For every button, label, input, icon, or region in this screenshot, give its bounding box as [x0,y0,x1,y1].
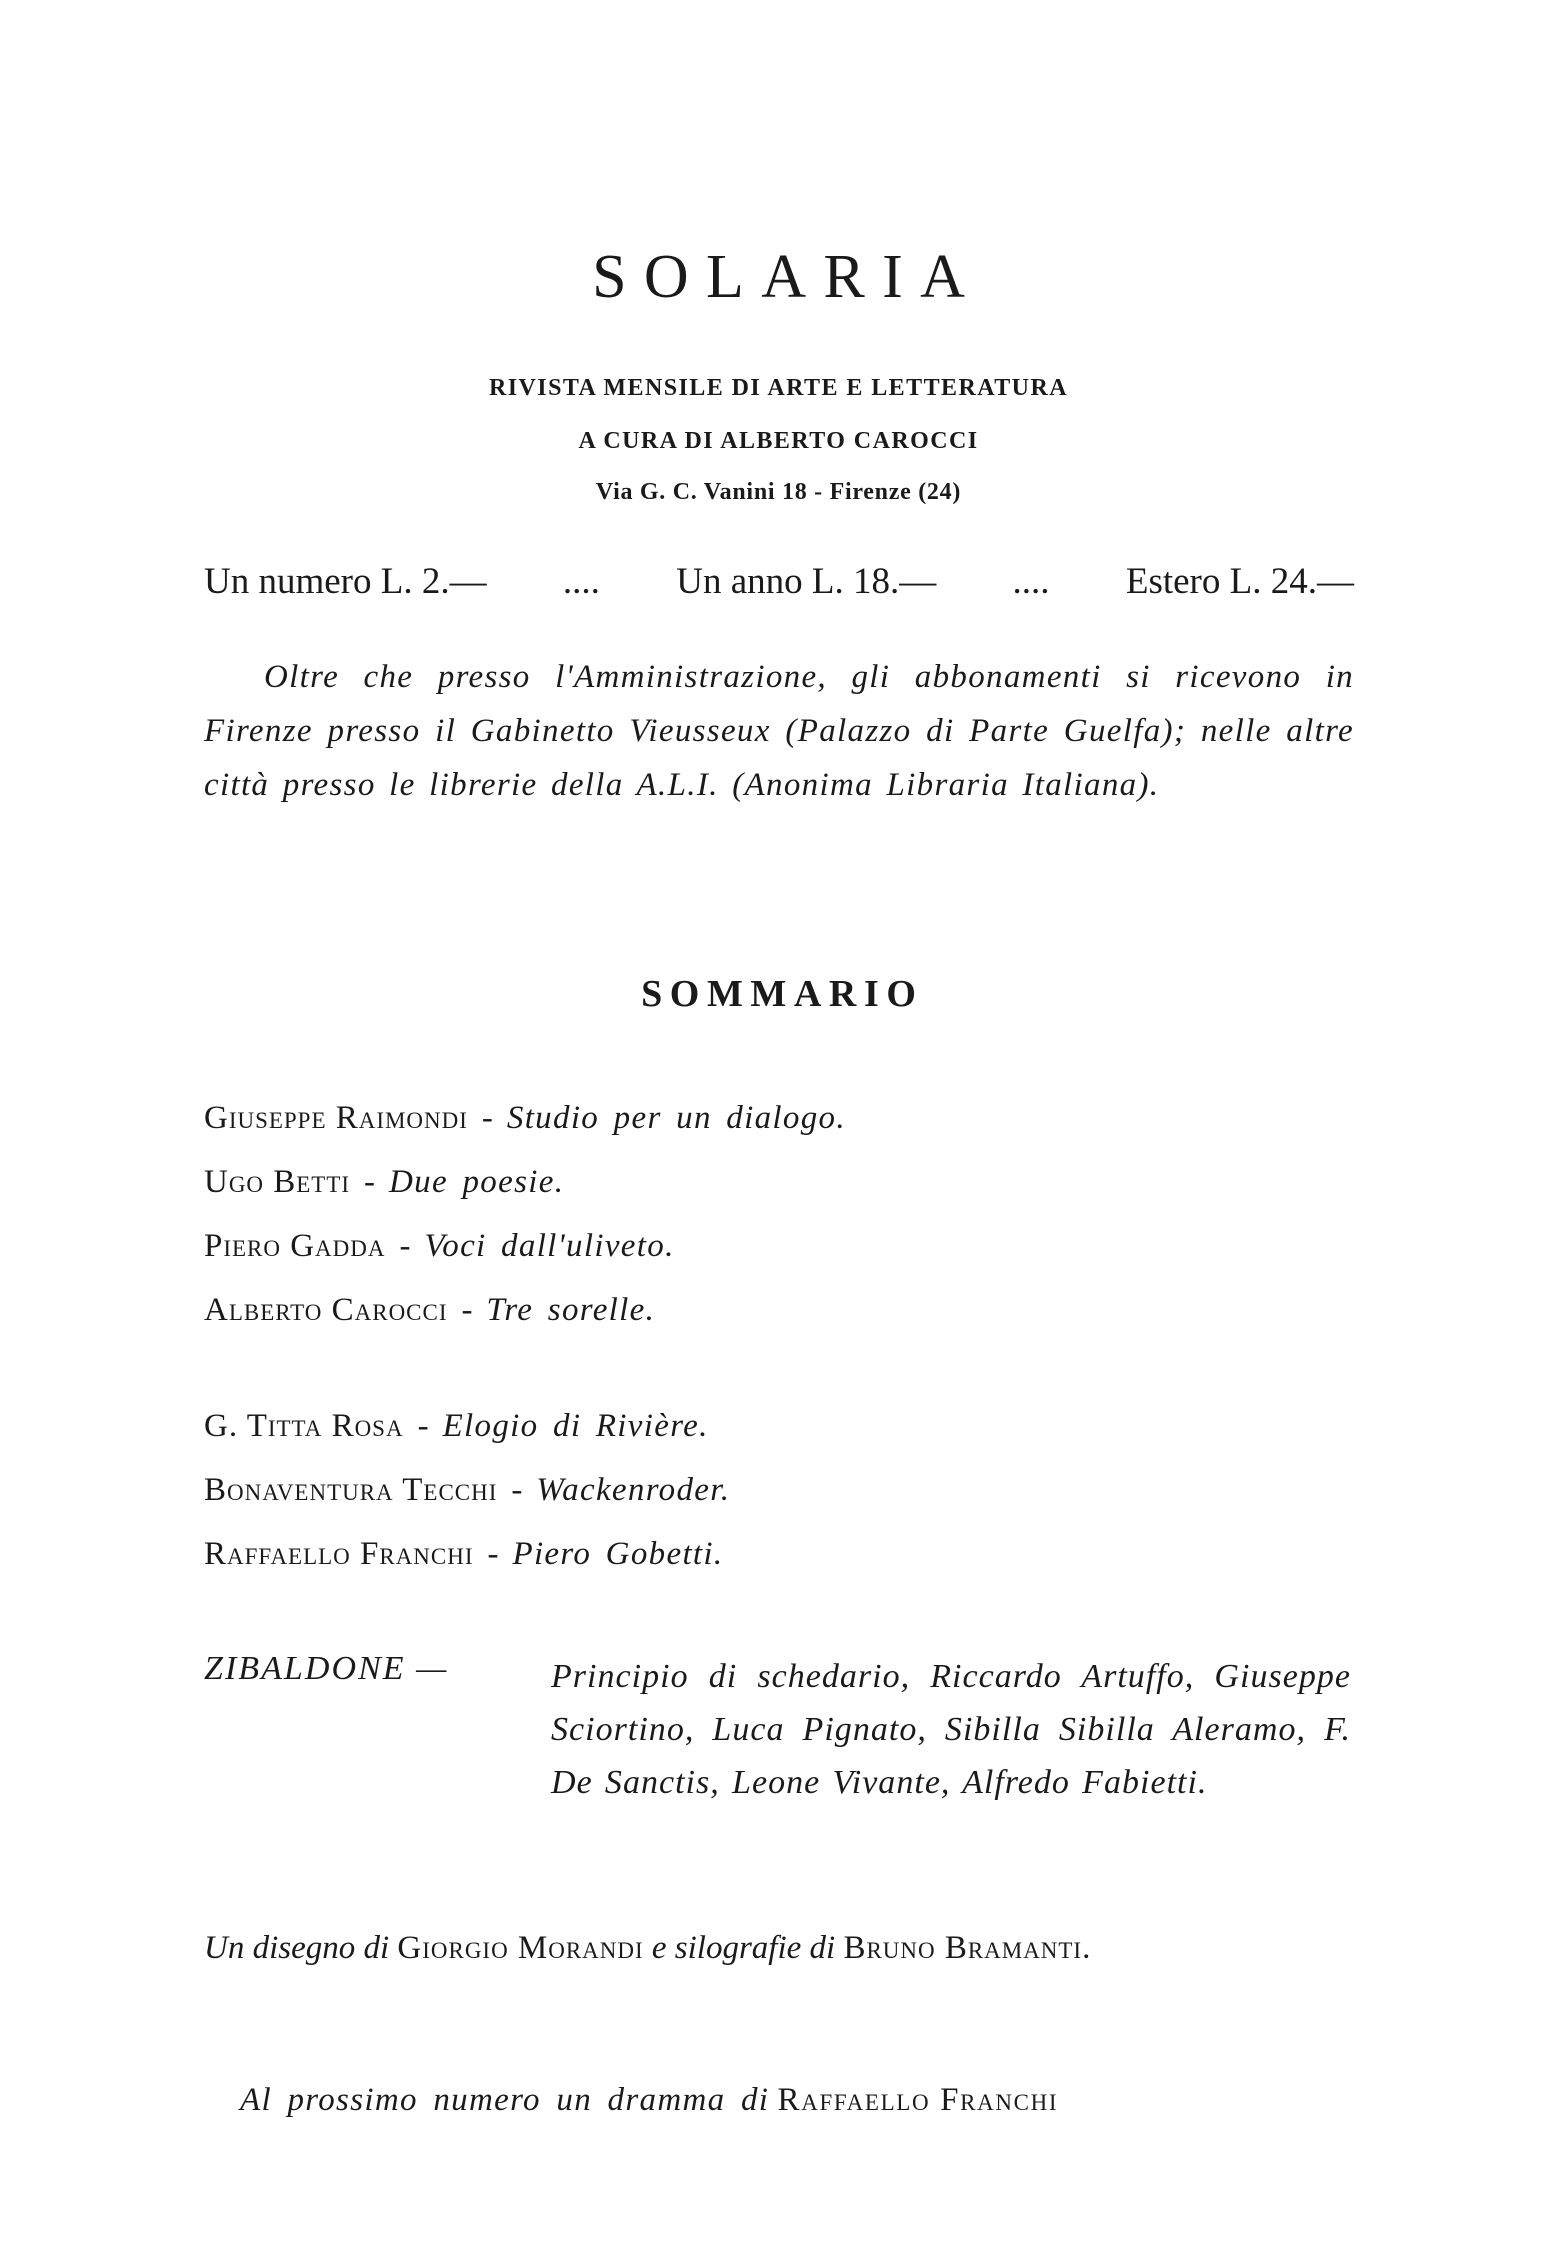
toc-entry [204,1164,564,1201]
toc-entry [204,1536,723,1573]
toc-separator: - [364,1164,376,1200]
credit-middle: e silografie di [651,1930,836,1966]
toc-entry [204,1408,709,1445]
toc-author: G. Titta Rosa [204,1408,404,1444]
toc-author: Raffaello Franchi [204,1536,474,1572]
subscription-prices [204,560,1354,603]
illustration-credits [204,1930,1354,1967]
toc-separator: - [399,1228,411,1264]
price-dots: .... [1012,561,1050,602]
toc-title: Studio per un dialogo. [506,1100,846,1136]
toc-title: Wackenroder. [536,1472,731,1508]
toc-entry [204,1472,730,1509]
next-issue-author: Raffaello Franchi [777,2082,1059,2118]
toc-title: Tre sorelle. [486,1292,656,1328]
toc-entry [204,1292,655,1329]
price-single-issue: Un numero L. 2.— [204,561,487,602]
toc-author: Ugo Betti [204,1164,351,1200]
toc-title: Voci dall'uliveto. [424,1228,675,1264]
toc-author: Piero Gadda [204,1228,386,1264]
toc-separator: - [511,1472,523,1508]
toc-entry [204,1100,846,1137]
credit-artist-1: Giorgio Morandi [397,1930,644,1966]
subscription-notice: Oltre che presso l'Amministrazione, gli abbonamenti si ricevono in Firenze presso il Gabinetto Vieusseux (Palazzo di Parte Guelfa); nelle altre città presso le librerie della A.L.I. (Anonima Libraria Italiana). [204,659,1354,803]
address: Via G. C. Vanini 18 - Firenze (24) [595,479,962,505]
toc-separator: - [487,1536,499,1572]
magazine-subtitle: RIVISTA MENSILE DI ARTE E LETTERATURA [488,375,1069,401]
next-issue-text: Al prossimo numero un dramma di [240,2082,770,2118]
price-annual: Un anno L. 18.— [676,561,937,602]
next-issue-notice [240,2082,1390,2119]
price-dots: .... [562,561,600,602]
toc-author: Bonaventura Tecchi [204,1472,498,1508]
toc-author: Giuseppe Raimondi [204,1100,468,1136]
credit-prefix: Un disegno di [204,1930,390,1966]
toc-entry [204,1228,675,1265]
contents-heading: SOMMARIO [641,973,924,1015]
toc-separator: - [417,1408,429,1444]
editor-line: A CURA DI ALBERTO CAROCCI [578,428,979,454]
toc-title: Piero Gobetti. [512,1536,724,1572]
zibaldone-label: ZIBALDONE — [204,1650,449,1687]
toc-separator: - [461,1292,473,1328]
toc-title: Due poesie. [389,1164,565,1200]
toc-title: Elogio di Rivière. [442,1408,709,1444]
credit-artist-2: Bruno Bramanti. [843,1930,1092,1966]
zibaldone-text: Principio di schedario, Riccardo Artuffo, Giuseppe Sciortino, Luca Pignato, Sibilla Sibilla Aleramo, F. De Sanctis, Leone Vivante, Alfredo Fabietti. [551,1658,1351,1801]
magazine-title: SOLARIA [592,243,983,311]
toc-separator: - [481,1100,493,1136]
toc-author: Alberto Carocci [204,1292,448,1328]
price-abroad: Estero L. 24.— [1125,561,1354,602]
